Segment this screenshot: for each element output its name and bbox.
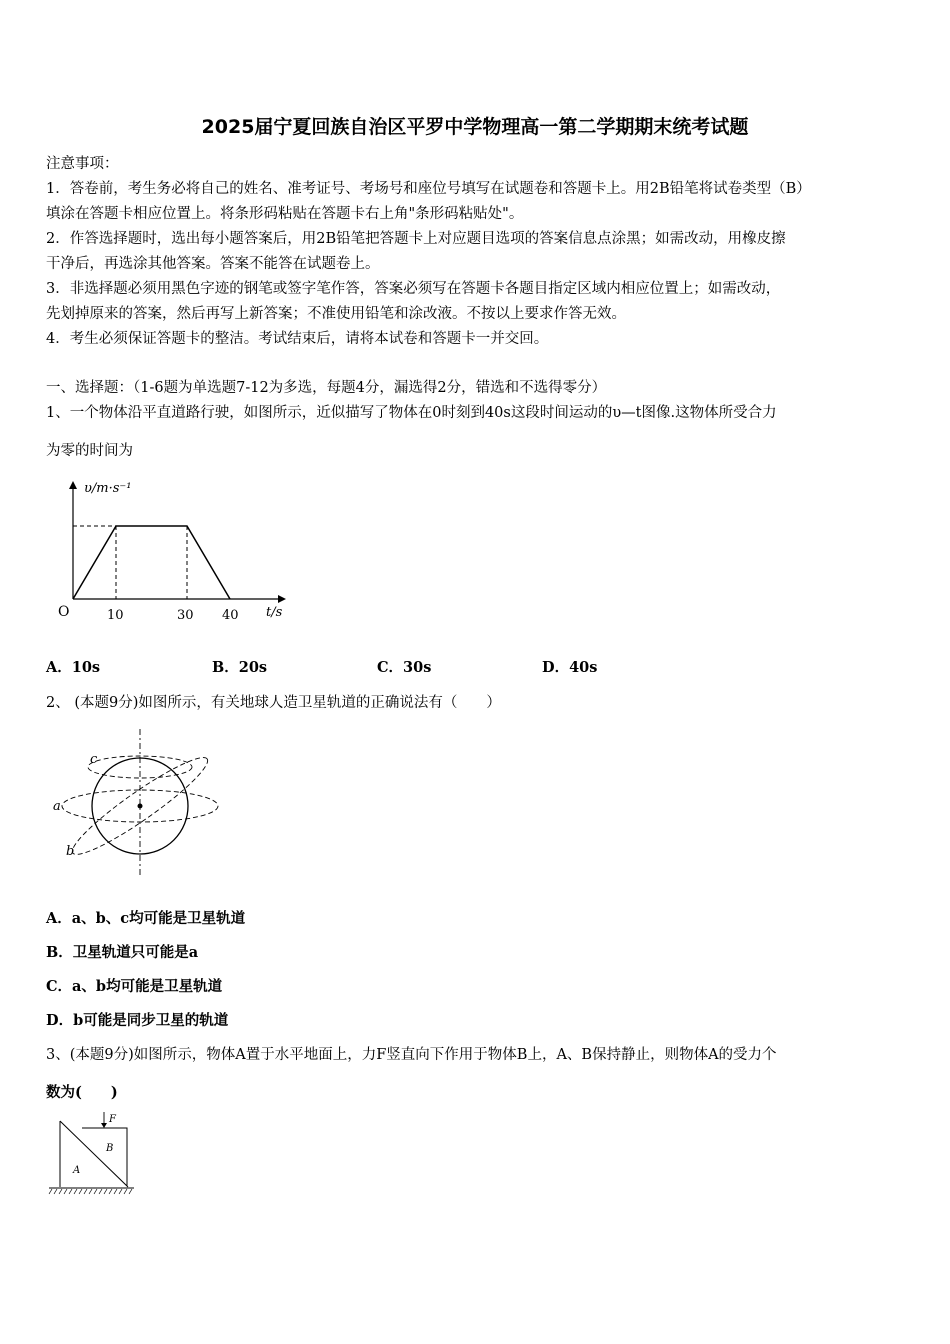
- force-label-f: F: [109, 1114, 116, 1125]
- orbit-label-c: c: [90, 752, 98, 767]
- q1-option-c[interactable]: C．30s: [377, 659, 432, 676]
- q1-stem: 1、一个物体沿平直道路行驶，如图所示，近似描写了物体在0时刻到40s这段时间运动的υ—t图像.这物体所受合力: [46, 405, 777, 421]
- orbit-label-b: b: [66, 844, 75, 859]
- notice-line: 4．考生必须保证答题卡的整洁。考试结束后，请将本试卷和答题卡一并交回。: [46, 331, 549, 347]
- q2-stem: 2、 (本题9分)如图所示，有关地球人造卫星轨道的正确说法有（ ）: [46, 695, 501, 711]
- notice-line: 先划掉原来的答案，然后再写上新答案；不准使用铅笔和涂改液。不按以上要求作答无效。: [46, 306, 626, 322]
- q1-vt-graph: [50, 475, 300, 630]
- x-axis-label: t/s: [266, 605, 283, 620]
- q3-stem: 3、(本题9分)如图所示，物体A置于水平地面上，力F竖直向下作用于物体B上，A、B保持静止，则物体A的受力个: [46, 1047, 777, 1063]
- origin-label: O: [58, 604, 70, 620]
- tick-label: 30: [177, 608, 194, 623]
- vt-curve: [73, 526, 230, 599]
- q2-option-c[interactable]: C．a、b均可能是卫星轨道: [46, 978, 223, 995]
- y-axis-label: υ/m·s⁻¹: [84, 481, 132, 496]
- page-title: 2025届宁夏回族自治区平罗中学物理高一第二学期期末统考试题: [201, 116, 749, 138]
- earth-center-dot: [138, 804, 143, 809]
- tick-label: 40: [222, 608, 239, 623]
- notice-line: 干净后，再选涂其他答案。答案不能答在试题卷上。: [46, 256, 380, 272]
- q2-option-b[interactable]: B．卫星轨道只可能是a: [46, 944, 199, 961]
- tick-label: 10: [107, 608, 124, 623]
- q1-option-d[interactable]: D．40s: [542, 659, 598, 676]
- notice-line: 2．作答选择题时，选出每小题答案后，用2B铅笔把答题卡上对应题目选项的答案信息点涂黑；如需改动，用橡皮擦: [46, 231, 786, 247]
- orbit-label-a: a: [53, 799, 61, 814]
- section-heading: 一、选择题：（1-6题为单选题7-12为多选，每题4分，漏选得2分，错选和不选得零分）: [46, 380, 607, 396]
- q2-option-a[interactable]: A．a、b、c均可能是卫星轨道: [46, 910, 246, 927]
- notice-line: 3．非选择题必须用黑色字迹的钢笔或签字笔作答，答案必须写在答题卡各题目指定区域内相应位置上；如需改动，: [46, 281, 781, 297]
- notice-heading: 注意事项：: [46, 156, 119, 172]
- q3-block-diagram: [46, 1108, 141, 1198]
- q3-stem-cont: 数为( ): [46, 1084, 118, 1101]
- notice-line: 1．答卷前，考生务必将自己的姓名、准考证号、考场号和座位号填写在试题卷和答题卡上。用2B铅笔将试卷类型（B）: [46, 181, 811, 197]
- q1-option-a[interactable]: A．10s: [46, 659, 101, 676]
- block-label-a: A: [73, 1165, 81, 1176]
- q1-stem-cont: 为零的时间为: [46, 443, 133, 459]
- q2-orbit-diagram: [50, 727, 230, 882]
- q1-option-b[interactable]: B．20s: [212, 659, 268, 676]
- notice-line: 填涂在答题卡相应位置上。将条形码粘贴在答题卡右上角"条形码粘贴处"。: [46, 206, 524, 222]
- q2-option-d[interactable]: D．b可能是同步卫星的轨道: [46, 1012, 229, 1029]
- block-label-b: B: [106, 1143, 114, 1154]
